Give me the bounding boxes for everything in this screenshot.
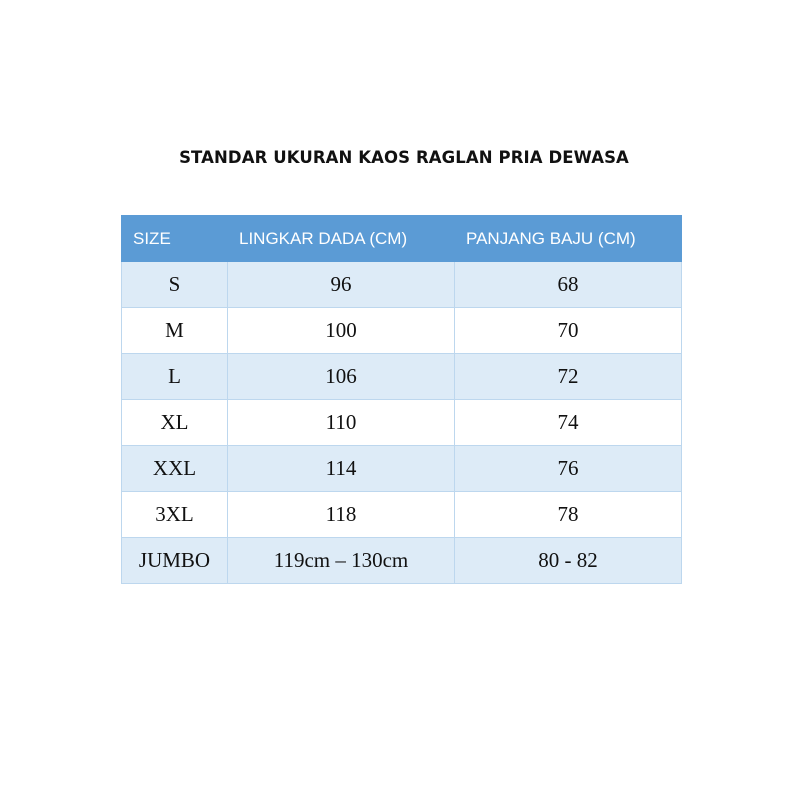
cell-size: L: [122, 354, 228, 400]
cell-panjang-baju: 74: [455, 400, 682, 446]
cell-size: JUMBO: [122, 538, 228, 584]
cell-size: XXL: [122, 446, 228, 492]
cell-size: XL: [122, 400, 228, 446]
cell-size: S: [122, 262, 228, 308]
table-row: [122, 400, 682, 446]
cell-size: 3XL: [122, 492, 228, 538]
cell-lingkar-dada: 106: [228, 354, 455, 400]
table-row: [122, 492, 682, 538]
cell-lingkar-dada: 118: [228, 492, 455, 538]
cell-lingkar-dada: 96: [228, 262, 455, 308]
table-row: [122, 308, 682, 354]
cell-panjang-baju: 70: [455, 308, 682, 354]
size-table: [121, 215, 682, 584]
cell-panjang-baju: 72: [455, 354, 682, 400]
table-row: [122, 354, 682, 400]
header-lingkar-dada: LINGKAR DADA (CM): [228, 216, 455, 262]
header-panjang-baju: PANJANG BAJU (CM): [455, 216, 682, 262]
table-row: [122, 262, 682, 308]
cell-lingkar-dada: 114: [228, 446, 455, 492]
cell-size: M: [122, 308, 228, 354]
cell-panjang-baju: 76: [455, 446, 682, 492]
table-row: [122, 538, 682, 584]
cell-panjang-baju: 78: [455, 492, 682, 538]
table-header-row: [122, 216, 682, 262]
cell-lingkar-dada: 119cm – 130cm: [228, 538, 455, 584]
header-size: SIZE: [122, 216, 228, 262]
cell-panjang-baju: 68: [455, 262, 682, 308]
page-title: STANDAR UKURAN KAOS RAGLAN PRIA DEWASA: [179, 148, 629, 167]
table-row: [122, 446, 682, 492]
cell-lingkar-dada: 100: [228, 308, 455, 354]
cell-lingkar-dada: 110: [228, 400, 455, 446]
cell-panjang-baju: 80 - 82: [455, 538, 682, 584]
